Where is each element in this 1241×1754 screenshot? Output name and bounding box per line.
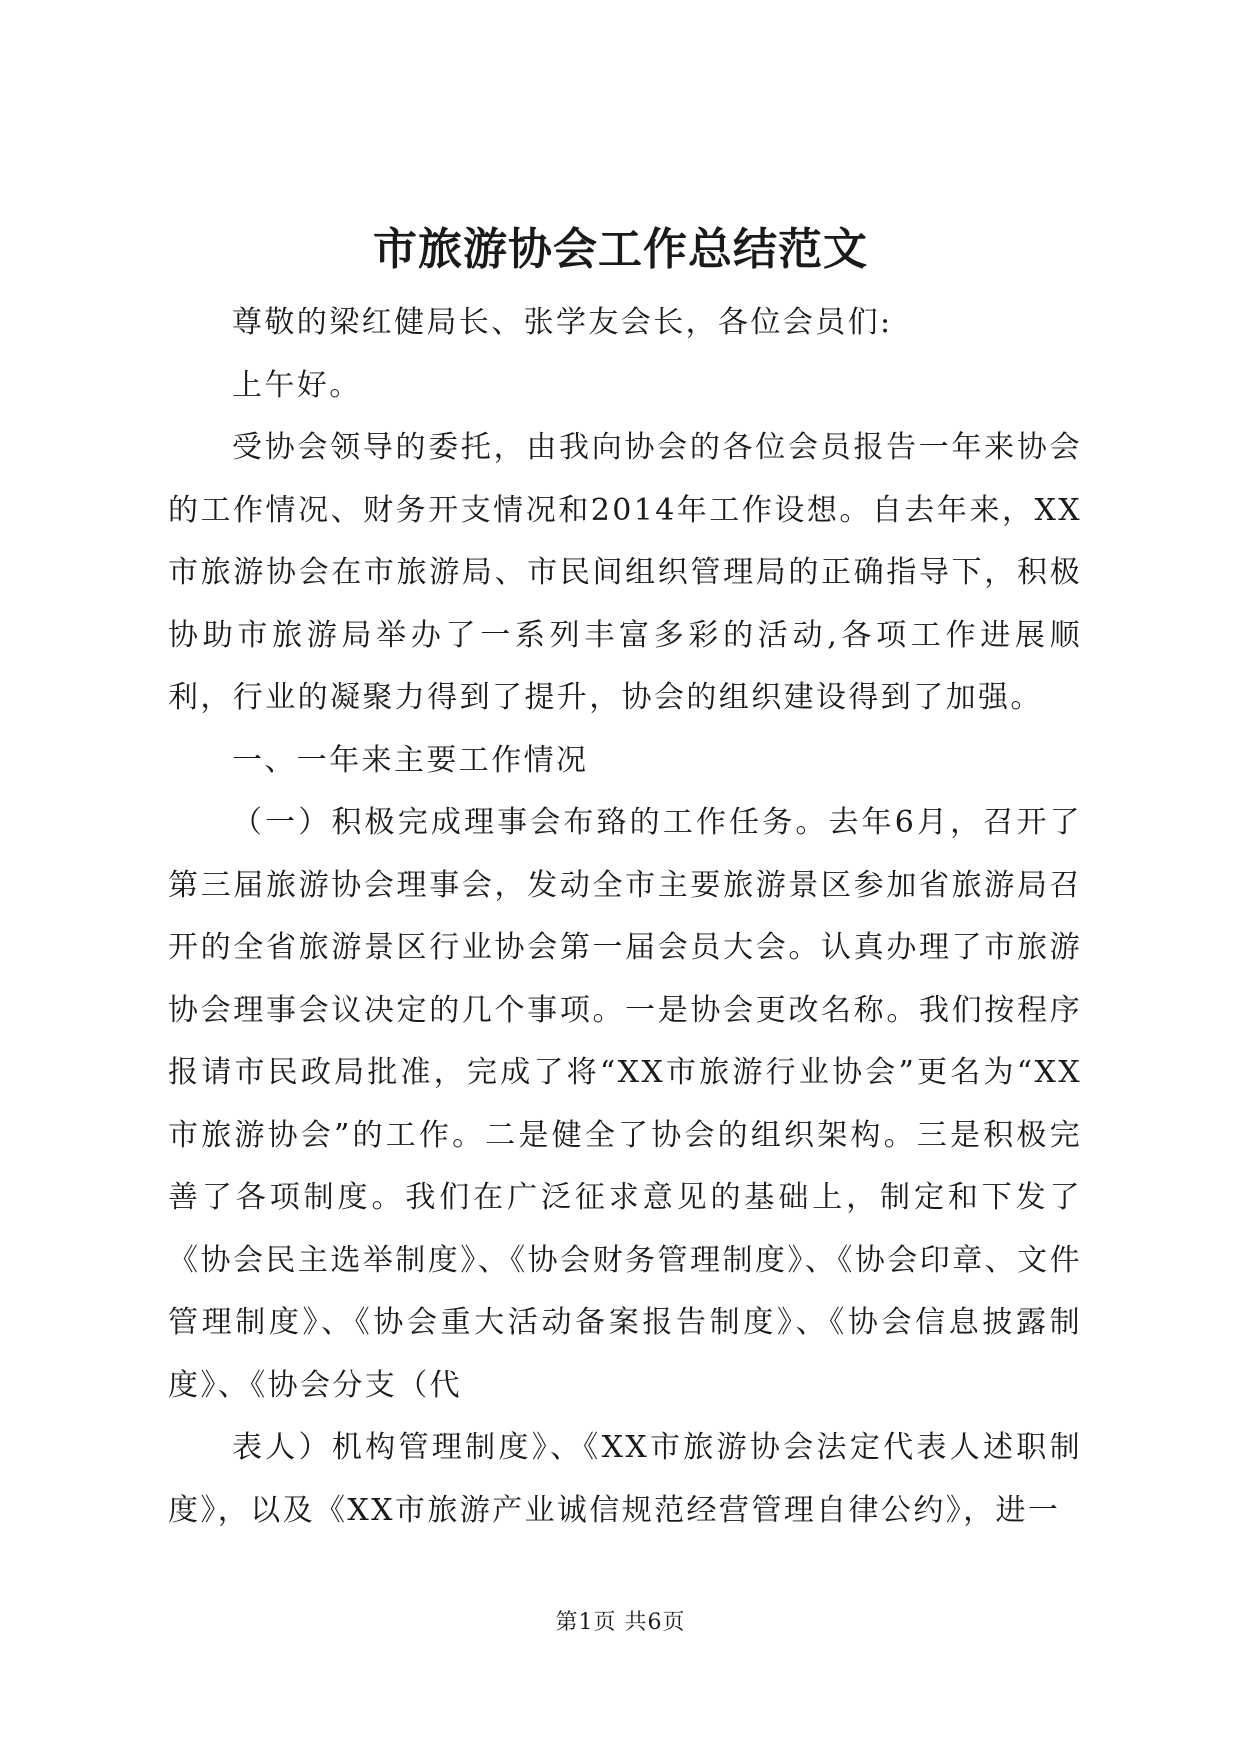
document-title: 市旅游协会工作总结范文 <box>373 224 868 275</box>
paragraph-item-one: （一）积极完成理事会布臵的工作任务。去年6月，召开了第三届旅游协会理事会，发动全市主要旅游景区参加省旅游局召开的全省旅游景区行业协会第一届会员大会。认真办理了市旅游协会理事会议决定的几个事项。一是协会更改名称。我们按程序报请市民政局批准，完成了将“XX市旅游行业协会”更名为“XX市旅游协会”的工作。二是健全了协会的组织架构。三是积极完善了各项制度。我们在广泛征求意见的基础上，制定和下发了《协会民主选举制度》、《协会财务管理制度》、《协会印章、文件管理制度》、《协会重大活动备案报告制度》、《协会信息披露制度》、《协会分支（代 <box>168 805 1082 1403</box>
document-body <box>168 292 1082 1542</box>
paragraph-continuation: 表人）机构管理制度》、《XX市旅游协会法定代表人述职制度》，以及《XX市旅游产业诚信规范经营管理自律公约》，进一 <box>168 1430 1082 1528</box>
paragraph-salutation: 尊敬的梁红健局长、张学友会长，各位会员们: <box>232 305 893 340</box>
paragraph-intro: 受协会领导的委托，由我向协会的各位会员报告一年来协会的工作情况、财务开支情况和2014年工作设想。自去年来，XX市旅游协会在市旅游局、市民间组织管理局的正确指导下，积极协助市旅游局举办了一系列丰富多彩的活动,各项工作进展顺利，行业的凝聚力得到了提升，协会的组织建设得到了加强。 <box>168 430 1082 715</box>
page-footer: 第1页 共6页 <box>555 1610 686 1635</box>
paragraph-greeting: 上午好。 <box>232 367 362 403</box>
section-heading: 一、一年来主要工作情况 <box>232 742 589 778</box>
